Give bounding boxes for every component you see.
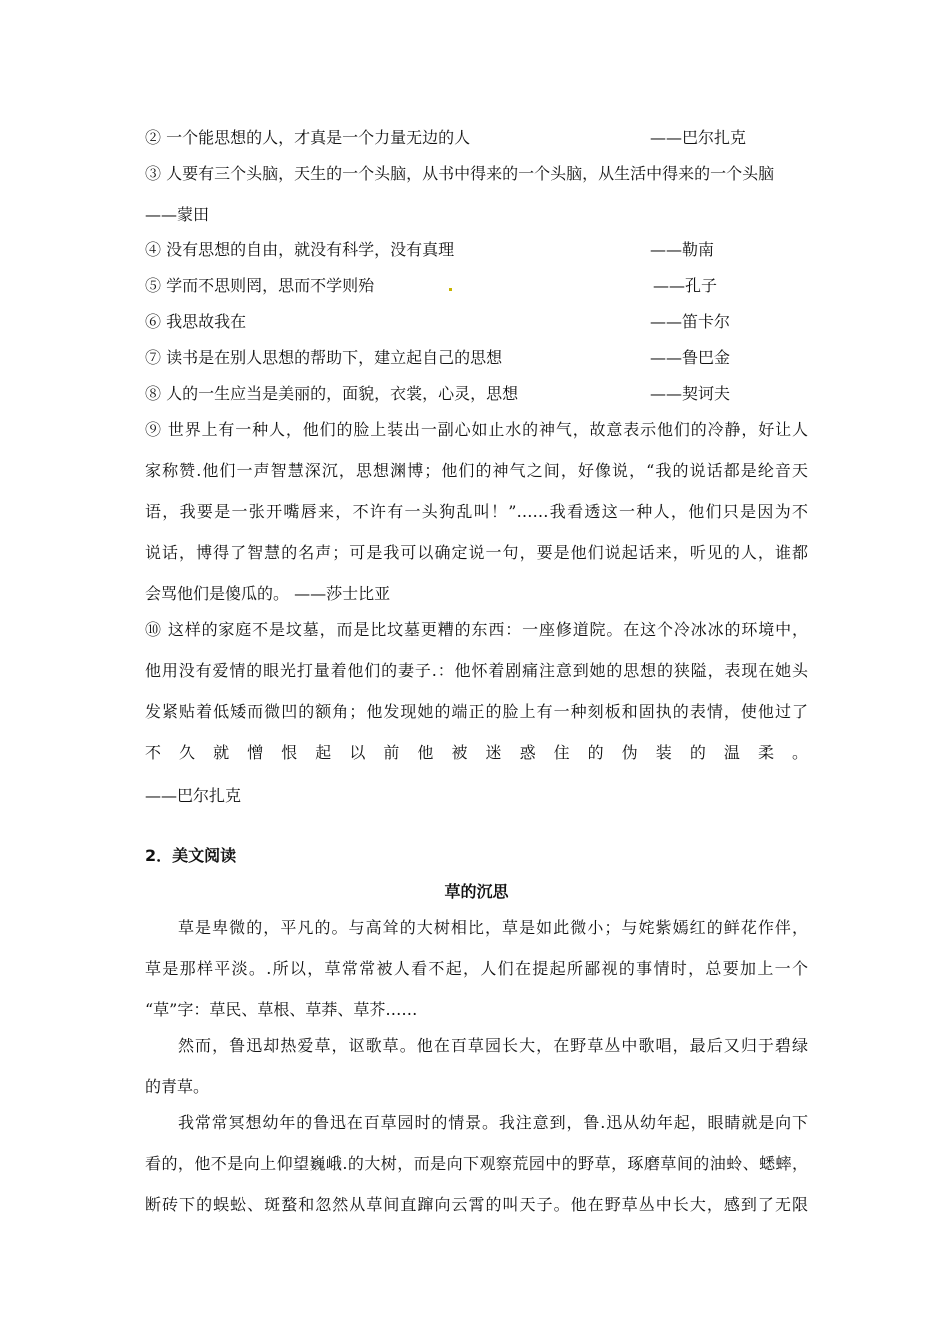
quote-author: ——巴尔扎克 (145, 786, 242, 805)
quote-text: ② 一个能思想的人，才真是一个力量无边的人 (145, 128, 471, 147)
paragraph-line: 我常常冥想幼年的鲁迅在百草园时的情景。我注意到，鲁.迅从幼年起，眼睛就是向下 (178, 1113, 808, 1132)
paragraph-line: 他用没有爱情的眼光打量着他们的妻子.：他怀着剧痛注意到她的思想的狭隘，表现在她头 (145, 661, 808, 680)
paragraph-line: ⑩ 这样的家庭不是坟墓，而是比坟墓更糟的东西：一座修道院。在这个冷冰冰的环境中， (145, 620, 808, 639)
quote-author: ——笛卡尔 (650, 312, 731, 331)
paragraph-line: 断砖下的蜈蚣、斑蝥和忽然从草间直蹿向云霄的叫天子。他在野草丛中长大，感到了无限 (145, 1195, 808, 1214)
quote-text: ⑤ 学而不思则罔，思而不学则殆 (145, 276, 375, 295)
quote-author: ——孔子 (653, 276, 718, 295)
stray-mark (449, 288, 452, 291)
paragraph-line: 会骂他们是傻瓜的。 ——莎士比亚 (145, 584, 391, 603)
paragraph-line: 家称赞.他们一声智慧深沉，思想渊博；他们的神气之间，好像说，“我的说话都是纶音天 (145, 461, 808, 480)
paragraph-line: 看的，他不是向上仰望巍峨.的大树，而是向下观察荒园中的野草，琢磨草间的油蛉、蟋蟀， (145, 1154, 808, 1173)
paragraph-line: “草”字：草民、草根、草莽、草芥…… (145, 1000, 418, 1019)
quote-text: ⑦ 读书是在别人思想的帮助下，建立起自己的思想 (145, 348, 503, 367)
quote-author: ——蒙田 (145, 205, 210, 224)
section-heading: 2．美文阅读 (145, 846, 237, 865)
paragraph-line: 然而，鲁迅却热爱草，讴歌草。他在百草园长大，在野草丛中歌唱，最后又归于碧绿 (178, 1036, 808, 1055)
paragraph-line: 发紧贴着低矮而微凹的额角；他发现她的端正的脸上有一种刻板和固执的表情，使他过了 (145, 702, 808, 721)
paragraph-line: 的青草。 (145, 1077, 210, 1096)
quote-text: ⑧ 人的一生应当是美丽的，面貌，衣裳，心灵，思想 (145, 384, 519, 403)
paragraph-line: 不 久 就 憎 恨 起 以 前 他 被 迷 惑 住 的 伪 装 的 温 柔 。 (145, 743, 808, 762)
paragraph-line: 语，我要是一张开嘴唇来，不许有一头狗乱叫！”……我看透这一种人，他们只是因为不 (145, 502, 808, 521)
paragraph-line: 草是那样平淡。.所以，草常常被人看不起，人们在提起所鄙视的事情时，总要加上一个 (145, 959, 808, 978)
paragraph-line: ⑨ 世界上有一种人，他们的脸上装出一副心如止水的神气，故意表示他们的冷静，好让人 (145, 420, 808, 439)
quote-text: ④ 没有思想的自由，就没有科学，没有真理 (145, 240, 455, 259)
quote-text: ③ 人要有三个头脑，天生的一个头脑，从书中得来的一个头脑，从生活中得来的一个头脑 (145, 164, 775, 183)
paragraph-line: 说话，博得了智慧的名声；可是我可以确定说一句，要是他们说起话来，听见的人，谁都 (145, 543, 808, 562)
quote-author: ——勒南 (650, 240, 715, 259)
quote-author: ——契诃夫 (650, 384, 731, 403)
quote-text: ⑥ 我思故我在 (145, 312, 247, 331)
quote-author: ——巴尔扎克 (650, 128, 747, 147)
paragraph-line: 草是卑微的，平凡的。与高耸的大树相比，草是如此微小；与姹紫嫣红的鲜花作伴， (178, 918, 808, 937)
essay-title: 草的沉思 (444, 882, 509, 901)
quote-author: ——鲁巴金 (650, 348, 731, 367)
